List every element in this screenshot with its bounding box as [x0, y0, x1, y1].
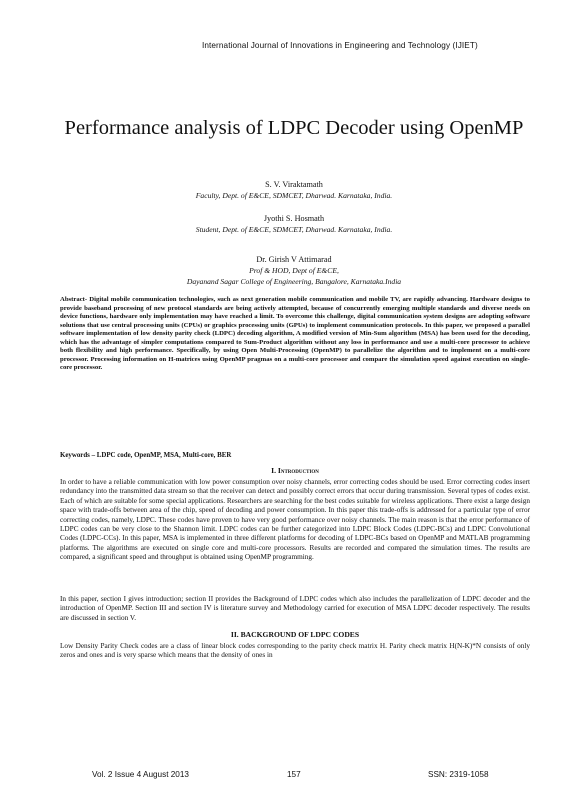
author-block-2	[60, 213, 528, 235]
background-paragraph-1: Low Density Parity Check codes are a class of linear block codes corresponding to the parity check matrix H. Parity check matrix H(N-K)*N consists of only zeros and ones and is very sparse which means that the density of ones in	[60, 642, 530, 660]
intro-paragraph-1: In order to have a reliable communication with low power consumption over noisy channels, error correcting codes should be used. Error correcting codes insert redundancy into the transmitted data stream so that the receiver can detect and possibly correct errors that occur during transmission. Several types of codes exist. Each of which are suitable for some special applications. Researchers are searching for the best codes suitable for wireless applications. There exist a large design space with trade-offs between area of the chip, speed of decoding and power consumption. In this paper this trade-offs is addressed for a particular type of error correcting codes, namely, LDPC. These codes have proven to have very good performance over noisy channels. The main reason is that the error performance of LDPC codes can be very close to the Shannon limit. LDPC codes can be further categorized into LDPC Block Codes (LDPC-BCs) and LDPC Convolutional Codes (LDPC-CCs). In this paper, MSA is implemented in three different platforms for decoding of LDPC-BCs based on OpenMP and MATLAB programming platforms. The algorithms are executed on single core and multi-core processors. Results are recorded and compared the simulation times. The results are compared, a significant speed and throughput is obtained using OpenMP programming.	[60, 478, 530, 562]
journal-name: International Journal of Innovations in Engineering and Technology (IJIET)	[202, 41, 478, 50]
paper-title: Performance analysis of LDPC Decoder using OpenMP	[64, 117, 524, 139]
section-heading-introduction	[60, 466, 530, 475]
author-affiliation: Student, Dept. of E&CE, SDMCET, Dharwad. Karnataka, India.	[195, 225, 393, 234]
author-name: S. V. Viraktamath	[265, 180, 323, 189]
abstract: Abstract- Digital mobile communication technologies, such as next generation mobile communication and mobile TV, are rapidly advancing. Hardware designs to provide baseband processing of new protocol standards are being actively attempted, because of concurrently emerging multiple standards and diverse needs on device functions, hardware only implementation may have reached a limit. To overcome this challenge, digital communication system designs are adopting software solutions that use central processing units (CPUs) or graphics processing units (GPUs) to implement communication protocols. In this paper, we proposed a parallel software implementation of low density parity check (LDPC) decoding algorithm, A modified version of Min-Sum algorithm (MSA) has been used for the decoding, which has the advantage of simpler computations compared to Sum-Product algorithm without any loss in performance and use a multi-core processor to achieve both flexibility and high performance. Specifically, by using Open Multi-Processing (OpenMP) to parallelize the algorithm and to implement on a multi-core processor. Processing information on H-matrices using OpenMP pragmas on a multi-core processor and compare the simulation speed against execution on single-core processor.	[60, 296, 530, 371]
section-heading-background	[60, 630, 530, 639]
section-number: I.	[271, 466, 276, 475]
footer-volume: Vol. 2 Issue 4 August 2013	[92, 770, 189, 779]
author-affiliation: Prof & HOD, Dept of E&CE,	[249, 266, 339, 275]
footer-page-number: 157	[287, 770, 301, 779]
author-name: Dr. Girish V Attimarad	[256, 255, 332, 264]
section-title: BACKGROUND OF LDPC CODES	[240, 630, 360, 639]
author-name: Jyothi S. Hosmath	[263, 214, 325, 223]
author-affiliation-institution: Dayanand Sagar College of Engineering, Bangalore, Karnataka.India	[186, 277, 402, 286]
intro-paragraph-2: In this paper, section I gives introduction; section II provides the Background of LDPC codes which also includes the parallelization of LDPC decoder and the introduction of OpenMP. Section III and section IV is literature survey and Methodology carried for execution of MSA LDPC decoder respectively. The results are discussed in section V.	[60, 595, 530, 622]
keywords: Keywords – LDPC code, OpenMP, MSA, Multi-core, BER	[60, 452, 232, 459]
footer-issn: SSN: 2319-1058	[428, 770, 489, 779]
author-block-3	[60, 254, 528, 287]
section-number: II.	[230, 630, 239, 639]
author-block-1	[60, 179, 528, 201]
author-affiliation: Faculty, Dept. of E&CE, SDMCET, Dharwad. Karnataka, India.	[195, 191, 393, 200]
section-title: Introduction	[277, 466, 319, 475]
